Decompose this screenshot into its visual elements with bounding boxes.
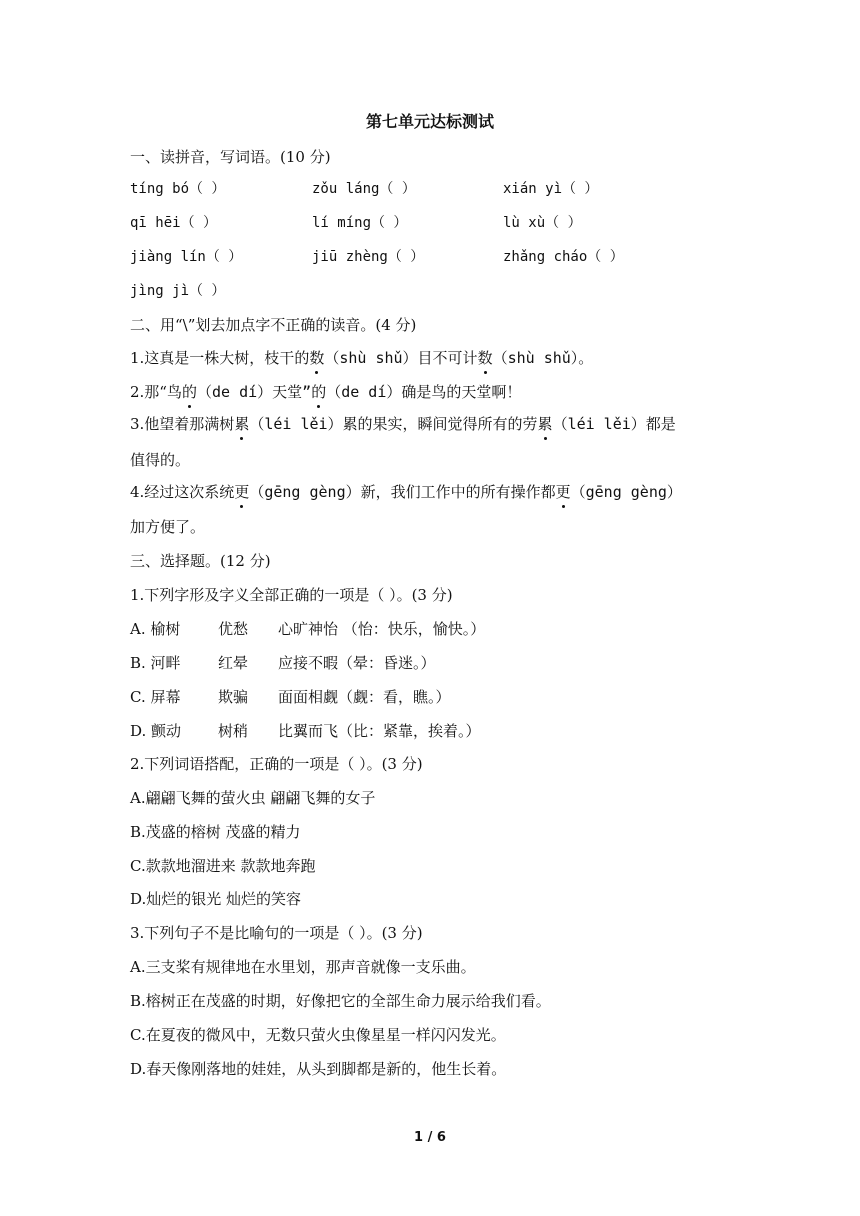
option-d: D.春天像刚落地的娃娃，从头到脚都是新的，他生长着。 (130, 1060, 507, 1078)
option-word: 面面相觑（觑：看，瞧。） (278, 688, 451, 706)
option-a: A.翩翩飞舞的萤火虫 翩翩飞舞的女子 (130, 789, 376, 807)
dotted-character: 累 (537, 415, 553, 433)
option-b: B.榕树正在茂盛的时期，好像把它的全部生命力展示给我们看。 (130, 992, 551, 1010)
option-d: D.灿烂的银光 灿烂的笑容 (130, 890, 302, 908)
question-stem: 1.下列字形及字义全部正确的一项是（ ）。(3 分) (130, 586, 453, 604)
text-segment: 2.那“鸟 (130, 383, 182, 401)
option-d: D. 颤动 (130, 722, 182, 740)
option-c: C. 屏幕 (130, 688, 181, 706)
dotted-character: 累 (234, 415, 250, 433)
option-c: C.款款地溜进来 款款地奔跑 (130, 857, 316, 875)
option-c: C.在夏夜的微风中，无数只萤火虫像星星一样闪闪发光。 (130, 1026, 506, 1044)
pinyin-item: jiàng lín（ ） (130, 249, 243, 265)
question-line (130, 413, 676, 435)
option-a: A.三支桨有规律地在水里划，那声音就像一支乐曲。 (130, 958, 476, 976)
text-segment: 1.这真是一株大树，枝干的 (130, 349, 310, 367)
option-b: B.茂盛的榕树 茂盛的精力 (130, 823, 301, 841)
question-line-continued: 加方便了。 (130, 518, 206, 536)
question-stem: 3.下列句子不是比喻句的一项是（ ）。(3 分) (130, 924, 423, 942)
dotted-character: 的 (181, 383, 197, 401)
pinyin-item: tíng bó（ ） (130, 181, 226, 197)
dotted-character: 数 (477, 349, 493, 367)
option-b: B. 河畔 (130, 654, 181, 672)
dotted-character: 数 (309, 349, 325, 367)
text-segment: （de dí）确是鸟的天堂啊！ (326, 383, 522, 401)
pinyin-item: zhǎng cháo（ ） (503, 249, 624, 265)
option-word: 红晕 (218, 654, 249, 672)
page-number: 1 / 6 (414, 1130, 446, 1145)
pinyin-item: jiū zhèng（ ） (312, 249, 425, 265)
pinyin-item: lí míng（ ） (312, 215, 408, 231)
question-line (130, 481, 682, 503)
option-word: 比翼而飞（比：紧靠，挨着。） (278, 722, 481, 740)
section-2-heading: 二、用“\”划去加点字不正确的读音。(4 分) (130, 316, 417, 334)
pinyin-item: xián yì（ ） (503, 181, 599, 197)
question-line (130, 347, 593, 369)
text-segment: （gēng gèng） (570, 483, 682, 501)
question-line (130, 381, 521, 403)
dotted-character: 的 (311, 383, 327, 401)
pinyin-item: jìng jì（ ） (130, 283, 226, 299)
text-segment: （de dí）天堂” (197, 383, 312, 401)
pinyin-item: lù xù（ ） (503, 215, 582, 231)
dotted-character: 更 (234, 483, 250, 501)
text-segment: 4.经过这次系统 (130, 483, 235, 501)
text-segment: （shù shǔ）。 (492, 349, 594, 367)
question-stem: 2.下列词语搭配，正确的一项是（ ）。(3 分) (130, 755, 423, 773)
text-segment: 3.他望着那满树 (130, 415, 235, 433)
section-1-heading: 一、读拼音，写词语。(10 分) (130, 148, 331, 166)
option-word: 优愁 (218, 620, 249, 638)
option-word: 应接不暇（晕：昏迷。） (278, 654, 436, 672)
option-word: 心旷神怡 （怡：快乐，愉快。） (278, 620, 486, 638)
option-a: A. 榆树 (130, 620, 181, 638)
dotted-character: 更 (555, 483, 571, 501)
text-segment: （léi lěi）累的果实，瞬间觉得所有的劳 (249, 415, 538, 433)
text-segment: （gēng gèng）新，我们工作中的所有操作都 (249, 483, 556, 501)
option-word: 欺骗 (218, 688, 249, 706)
page-title: 第七单元达标测试 (365, 112, 494, 131)
pinyin-item: zǒu láng（ ） (312, 181, 416, 197)
option-word: 树稍 (218, 722, 249, 740)
question-line-continued: 值得的。 (130, 451, 191, 469)
pinyin-item: qī hēi（ ） (130, 215, 218, 231)
section-3-heading: 三、选择题。(12 分) (130, 552, 271, 570)
text-segment: （léi lěi）都是 (552, 415, 676, 433)
text-segment: （shù shǔ）目不可计 (324, 349, 478, 367)
